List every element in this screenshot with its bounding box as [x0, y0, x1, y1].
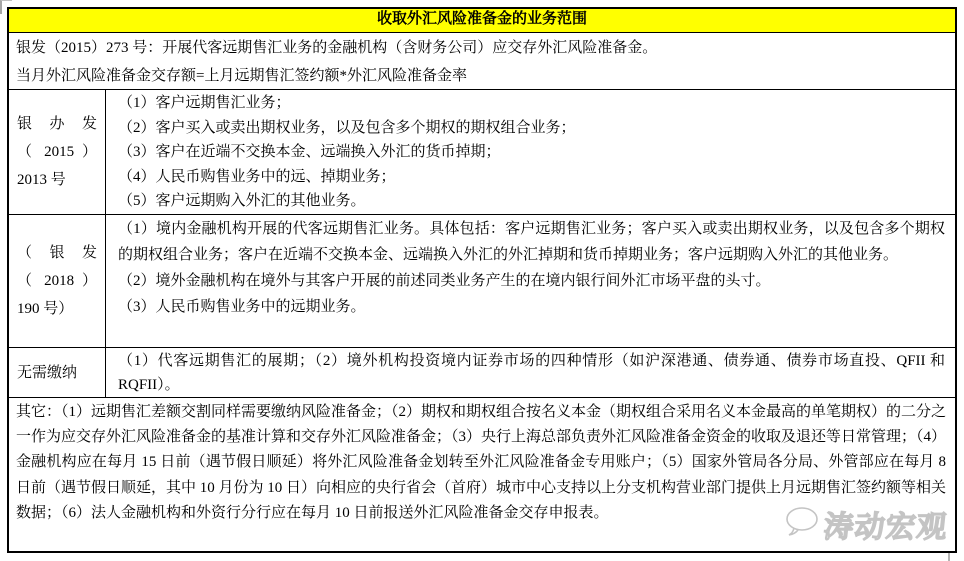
list-item: （1）境内金融机构开展的代客远期售汇业务。具体包括：客户远期售汇业务；客户买入或卖出期权业务，以及包含多个期权的期权组合业务；客户在近端不交换本金、远端换入外汇的外汇掉期和货币掉期业务；客户远期购入外汇的其他业务。	[118, 221, 945, 263]
other-notes-text: 其它：（1）远期售汇差额交割同样需要缴纳风险准备金；（2）期权和期权组合按名义本金（期权组合采用名义本金最高的单笔期权）的二分之一作为应交存外汇风险准备金的基准计算和交存外汇风险准备金；（3）央行上海总部负责外汇风险准备金资金的收取及退还等日常管理；（4）金融机构应在每月 15 日前（遇节假日顺延）将外汇风险准备金划转至外汇风险准备金专用账户；（5）国家外管局各分局、外管部应在每月 8 日前（遇节假日顺延，其中 10 月份为 10 日）向相应的央行省会（首府）城市中心支持以上分支机构营业部门提供上月远期售汇签约额等相关数据；（6）法人金融机构和外资行分行应在每月 10 日前报送外汇风险准备金交存申报表。	[16, 404, 947, 521]
row-content	[106, 90, 955, 214]
row-label-line: 银 办 发	[17, 116, 97, 132]
other-notes-cell	[9, 398, 955, 551]
list-item: （4）人民币购售业务中的远、掉期业务；	[118, 168, 396, 185]
table-title: 收取外汇风险准备金的业务范围	[9, 9, 955, 33]
row-content	[106, 348, 955, 397]
row-label-yinfa-2018	[9, 215, 106, 347]
list-item: （1）客户远期售汇业务；	[118, 95, 291, 111]
row-label-line: （ 银 发	[17, 245, 97, 261]
list-item: （3）客户在近端不交换本金、远端换入外汇的货币掉期；	[118, 144, 501, 161]
intro-line-2: 当月外汇风险准备金交存额=上月远期售汇签约额*外汇风险准备金率	[16, 68, 467, 84]
row-label-line: （ 2018 ）	[17, 273, 97, 289]
table-row	[9, 90, 955, 215]
list-item: （2）境外金融机构在境外与其客户开展的前述同类业务产生的在境内银行间外汇市场平盘的头寸。	[118, 273, 771, 289]
row-label-yinbanfa-2015	[9, 90, 106, 214]
list-item: （1）代客远期售汇的展期；（2）境外机构投资境内证券市场的四种情形（如沪深港通、债券通、债券市场直投、QFII 和 RQFII）。	[118, 353, 945, 393]
row-label-line: 无需缴纳	[17, 364, 78, 381]
intro-line-1: 银发（2015）273 号：开展代客远期售汇业务的金融机构（含财务公司）应交存外汇风险准备金。	[16, 40, 658, 56]
row-label-no-payment	[9, 348, 106, 397]
row-label-line: 190 号）	[17, 301, 74, 317]
list-item: （3）人民币购售业务中的远期业务。	[118, 299, 366, 315]
row-content	[106, 215, 955, 347]
table-row	[9, 215, 955, 348]
fx-risk-reserve-table	[7, 7, 957, 553]
list-item: （5）客户远期购入外汇的其他业务。	[118, 193, 366, 210]
intro-cell	[9, 33, 955, 90]
list-item: （2）客户买入或卖出期权业务，以及包含多个期权的期权组合业务；	[118, 119, 576, 136]
row-label-line: 2013 号	[17, 172, 66, 188]
table-row	[9, 348, 955, 398]
row-label-line: （ 2015 ）	[17, 144, 97, 160]
